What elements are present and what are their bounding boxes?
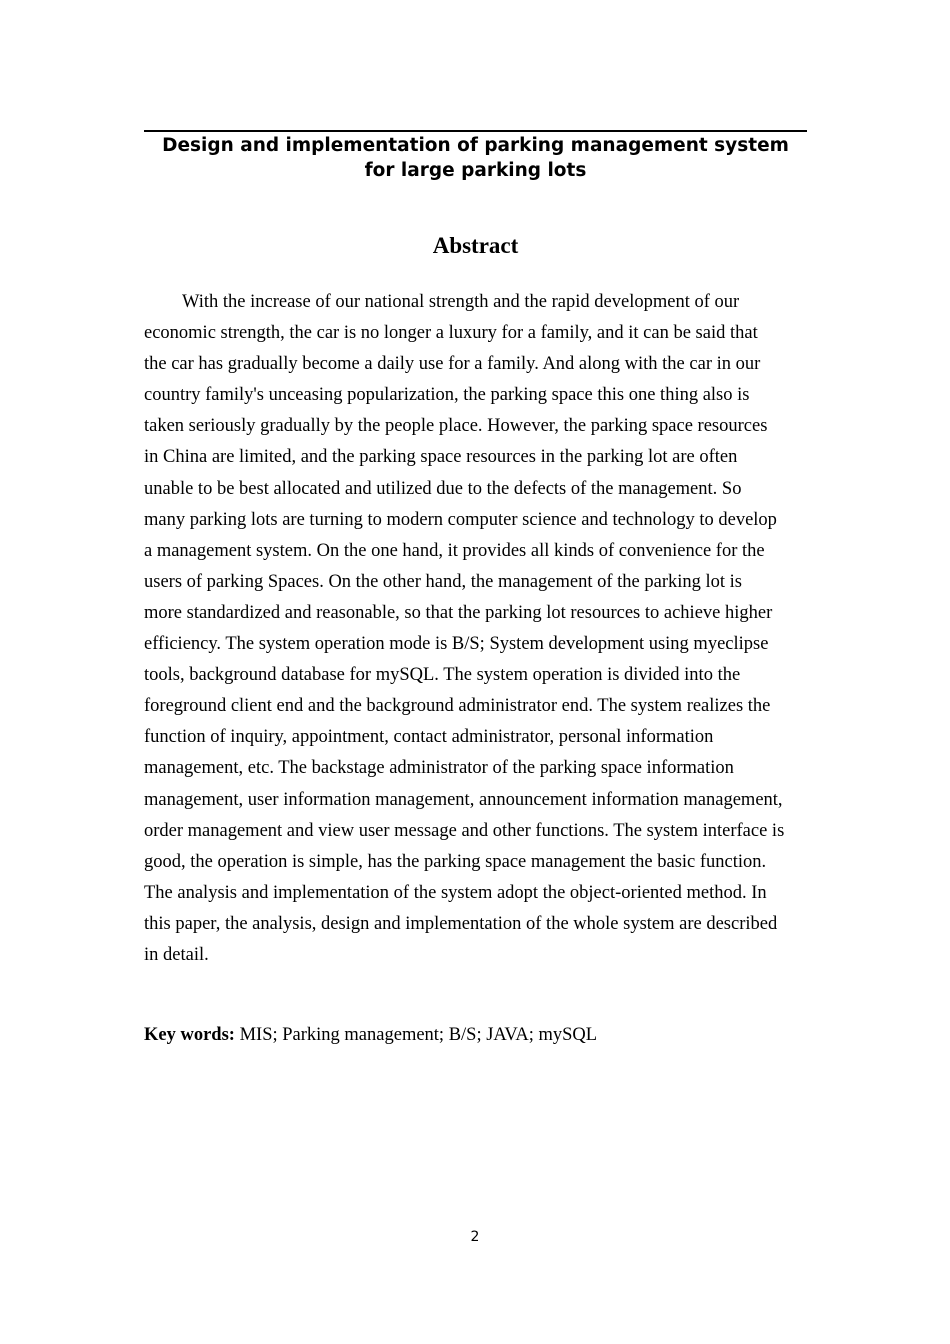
abstract-line: management, user information management, announcement information management, [144,789,783,810]
abstract-line: users of parking Spaces. On the other hand, the management of the parking lot is [144,571,743,592]
abstract-line: the car has gradually become a daily use for a family. And along with the car in our [144,354,761,375]
abstract-line: order management and view user message and other functions. The system interface is [144,820,785,841]
abstract-body [144,287,807,971]
page-number: 2 [470,1229,480,1245]
keywords-value: MIS; Parking management; B/S; JAVA; mySQL [239,1025,598,1045]
abstract-line: more standardized and reasonable, so that the parking lot resources to achieve higher [144,602,773,623]
abstract-line: a management system. On the one hand, it provides all kinds of convenience for the [144,540,765,561]
abstract-line: unable to be best allocated and utilized due to the defects of the management. So [144,478,742,499]
title-top-rule [144,130,807,132]
abstract-line: in China are limited, and the parking space resources in the parking lot are often [144,447,738,468]
abstract-line: many parking lots are turning to modern computer science and technology to develop [144,509,777,530]
abstract-line: tools, background database for mySQL. The system operation is divided into the [144,665,741,686]
abstract-line: With the increase of our national strength and the rapid development of our [182,292,740,312]
abstract-line: foreground client end and the background administrator end. The system realizes the [144,696,771,717]
abstract-line: function of inquiry, appointment, contact administrator, personal information [144,727,714,748]
paper-title: Design and implementation of parking management system for large parking lots [162,135,789,181]
abstract-line: this paper, the analysis, design and implementation of the whole system are described [144,913,778,934]
abstract-line: efficiency. The system operation mode is B/S; System development using myeclipse [144,634,769,655]
abstract-line: The analysis and implementation of the system adopt the object-oriented method. In [144,882,767,903]
abstract-line: good, the operation is simple, has the parking space management the basic function. [144,851,767,872]
abstract-line: in detail. [144,944,209,965]
abstract-line: management, etc. The backstage administrator of the parking space information [144,758,734,779]
abstract-heading: Abstract [432,233,519,258]
abstract-line: economic strength, the car is no longer a luxury for a family, and it can be said that [144,323,758,344]
abstract-line: country family's unceasing popularization, the parking space this one thing also is [144,385,750,406]
keywords-label: Key words: [144,1025,235,1045]
abstract-line: taken seriously gradually by the people place. However, the parking space resources [144,416,768,437]
keywords [144,1020,807,1051]
